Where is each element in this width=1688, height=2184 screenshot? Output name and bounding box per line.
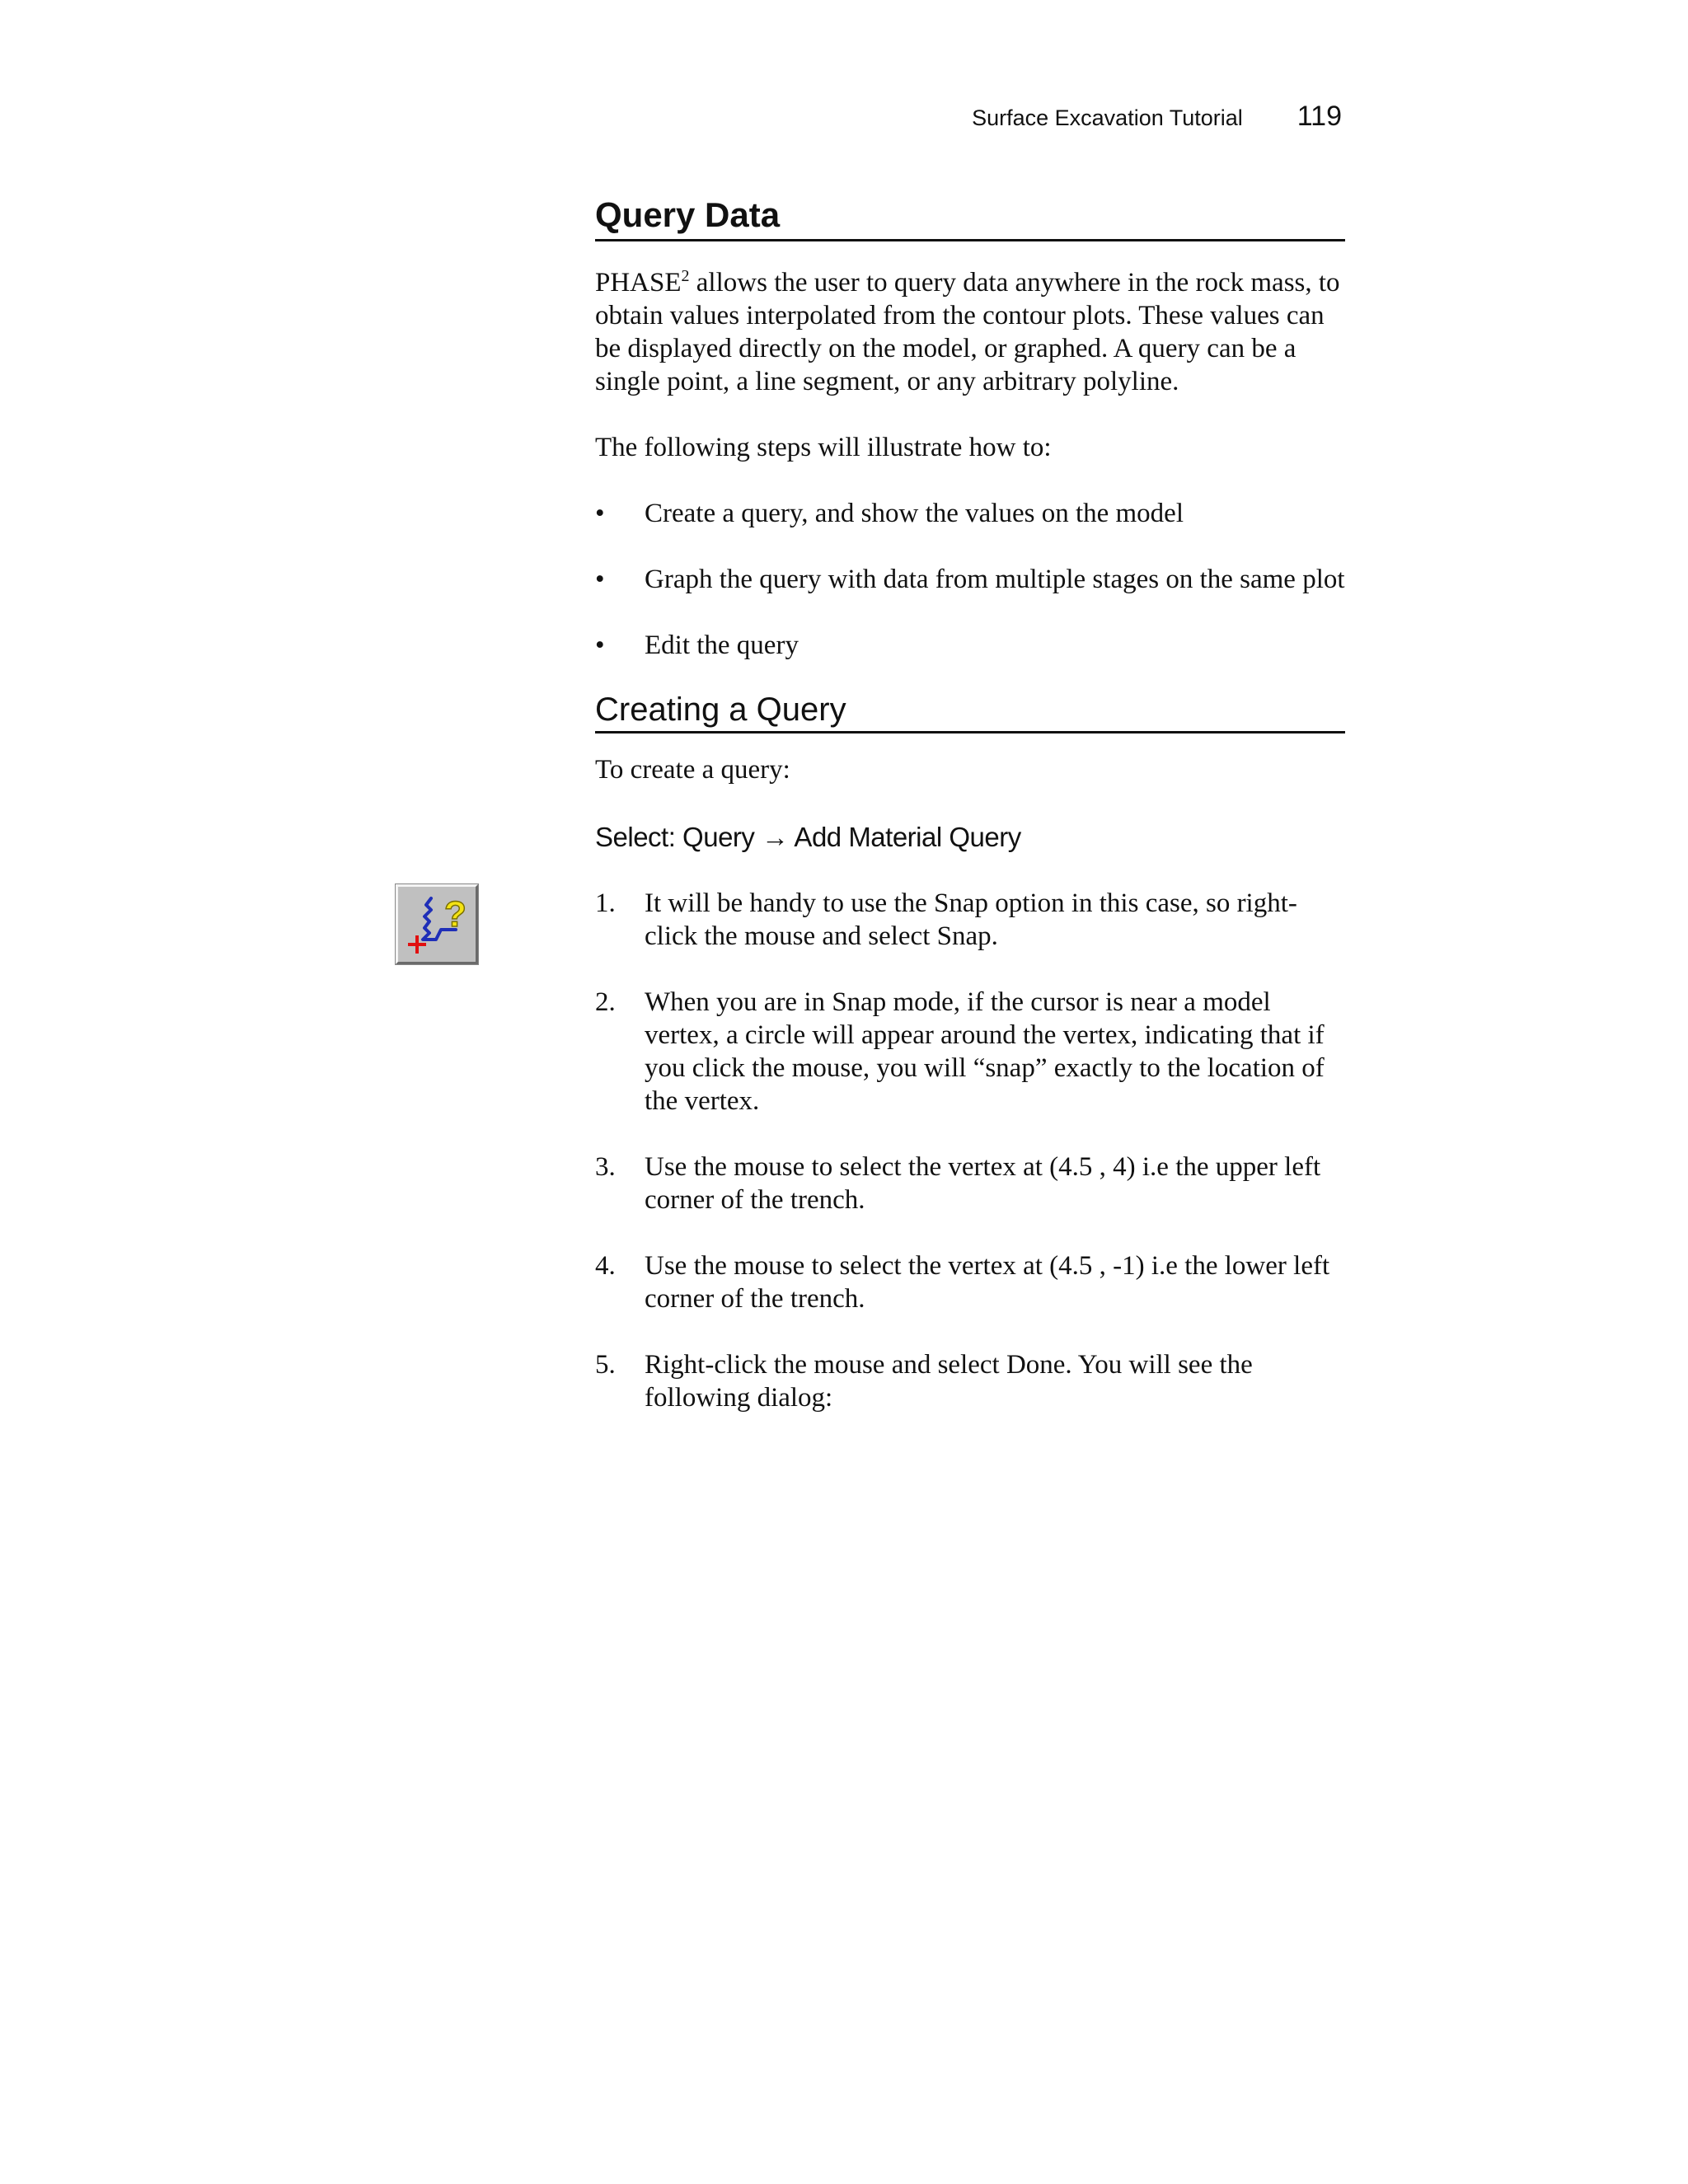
step-number: 1. [595, 888, 616, 919]
bullet-icon: • [595, 565, 605, 595]
bullet-icon: • [595, 499, 605, 529]
step-text: Right-click the mouse and select Done. You will see the following dialog: [645, 1350, 1253, 1413]
list-item [595, 1348, 1345, 1414]
steps-intro: The following steps will illustrate how to: [595, 433, 1052, 463]
step-text: It will be handy to use the Snap option in this case, so right-click the mouse and select Snap. [645, 888, 1297, 952]
list-item [595, 563, 1345, 596]
subsection-heading: Creating a Query [595, 690, 1345, 733]
step-number: 5. [595, 1350, 616, 1380]
intro-paragraph [595, 266, 1345, 398]
step-text: Use the mouse to select the vertex at (4.5 , 4) i.e the upper left corner of the trench. [645, 1152, 1321, 1216]
menu-path-instruction: Select: Query → Add Material Query [595, 822, 1021, 853]
product-name: PHASE [595, 268, 682, 298]
bullet-text: Create a query, and show the values on the model [645, 499, 1184, 529]
step-number: 3. [595, 1152, 616, 1183]
list-item [595, 887, 1345, 953]
step-number: 2. [595, 987, 616, 1018]
query-polyline-icon-graphic [398, 887, 476, 962]
create-query-intro: To create a query: [595, 755, 790, 785]
svg-text:?: ? [444, 894, 467, 935]
list-item [595, 497, 1345, 530]
list-item [595, 1151, 1345, 1216]
section-heading: Query Data [595, 194, 1345, 241]
bullet-icon: • [595, 630, 605, 661]
page-number: 119 [1296, 101, 1342, 132]
list-item [595, 986, 1345, 1118]
step-text: When you are in Snap mode, if the cursor is near a model vertex, a circle will appear around the vertex, indicating that if you click the mouse, you will “snap” exactly to the location of the vertex. [645, 987, 1325, 1117]
running-title: Surface Excavation Tutorial [972, 105, 1243, 130]
bullet-list [595, 497, 1345, 662]
list-item [595, 1249, 1345, 1315]
intro-text: allows the user to query data anywhere in the rock mass, to obtain values interpolated from the contour plots. These values can be displayed directly on the model, or graphed. A query can be a single point, a line segment, or any arbitrary polyline. [595, 268, 1340, 397]
page-header [972, 101, 1342, 133]
add-material-query-icon [396, 884, 478, 964]
page-content [595, 194, 1345, 1414]
list-item [595, 629, 1345, 662]
step-text: Use the mouse to select the vertex at (4.5 , -1) i.e the lower left corner of the trench. [645, 1251, 1330, 1315]
product-superscript: 2 [681, 267, 690, 286]
steps-list [595, 887, 1345, 1414]
step-number: 4. [595, 1251, 616, 1282]
bullet-text: Graph the query with data from multiple stages on the same plot [645, 565, 1345, 595]
bullet-text: Edit the query [645, 630, 799, 661]
